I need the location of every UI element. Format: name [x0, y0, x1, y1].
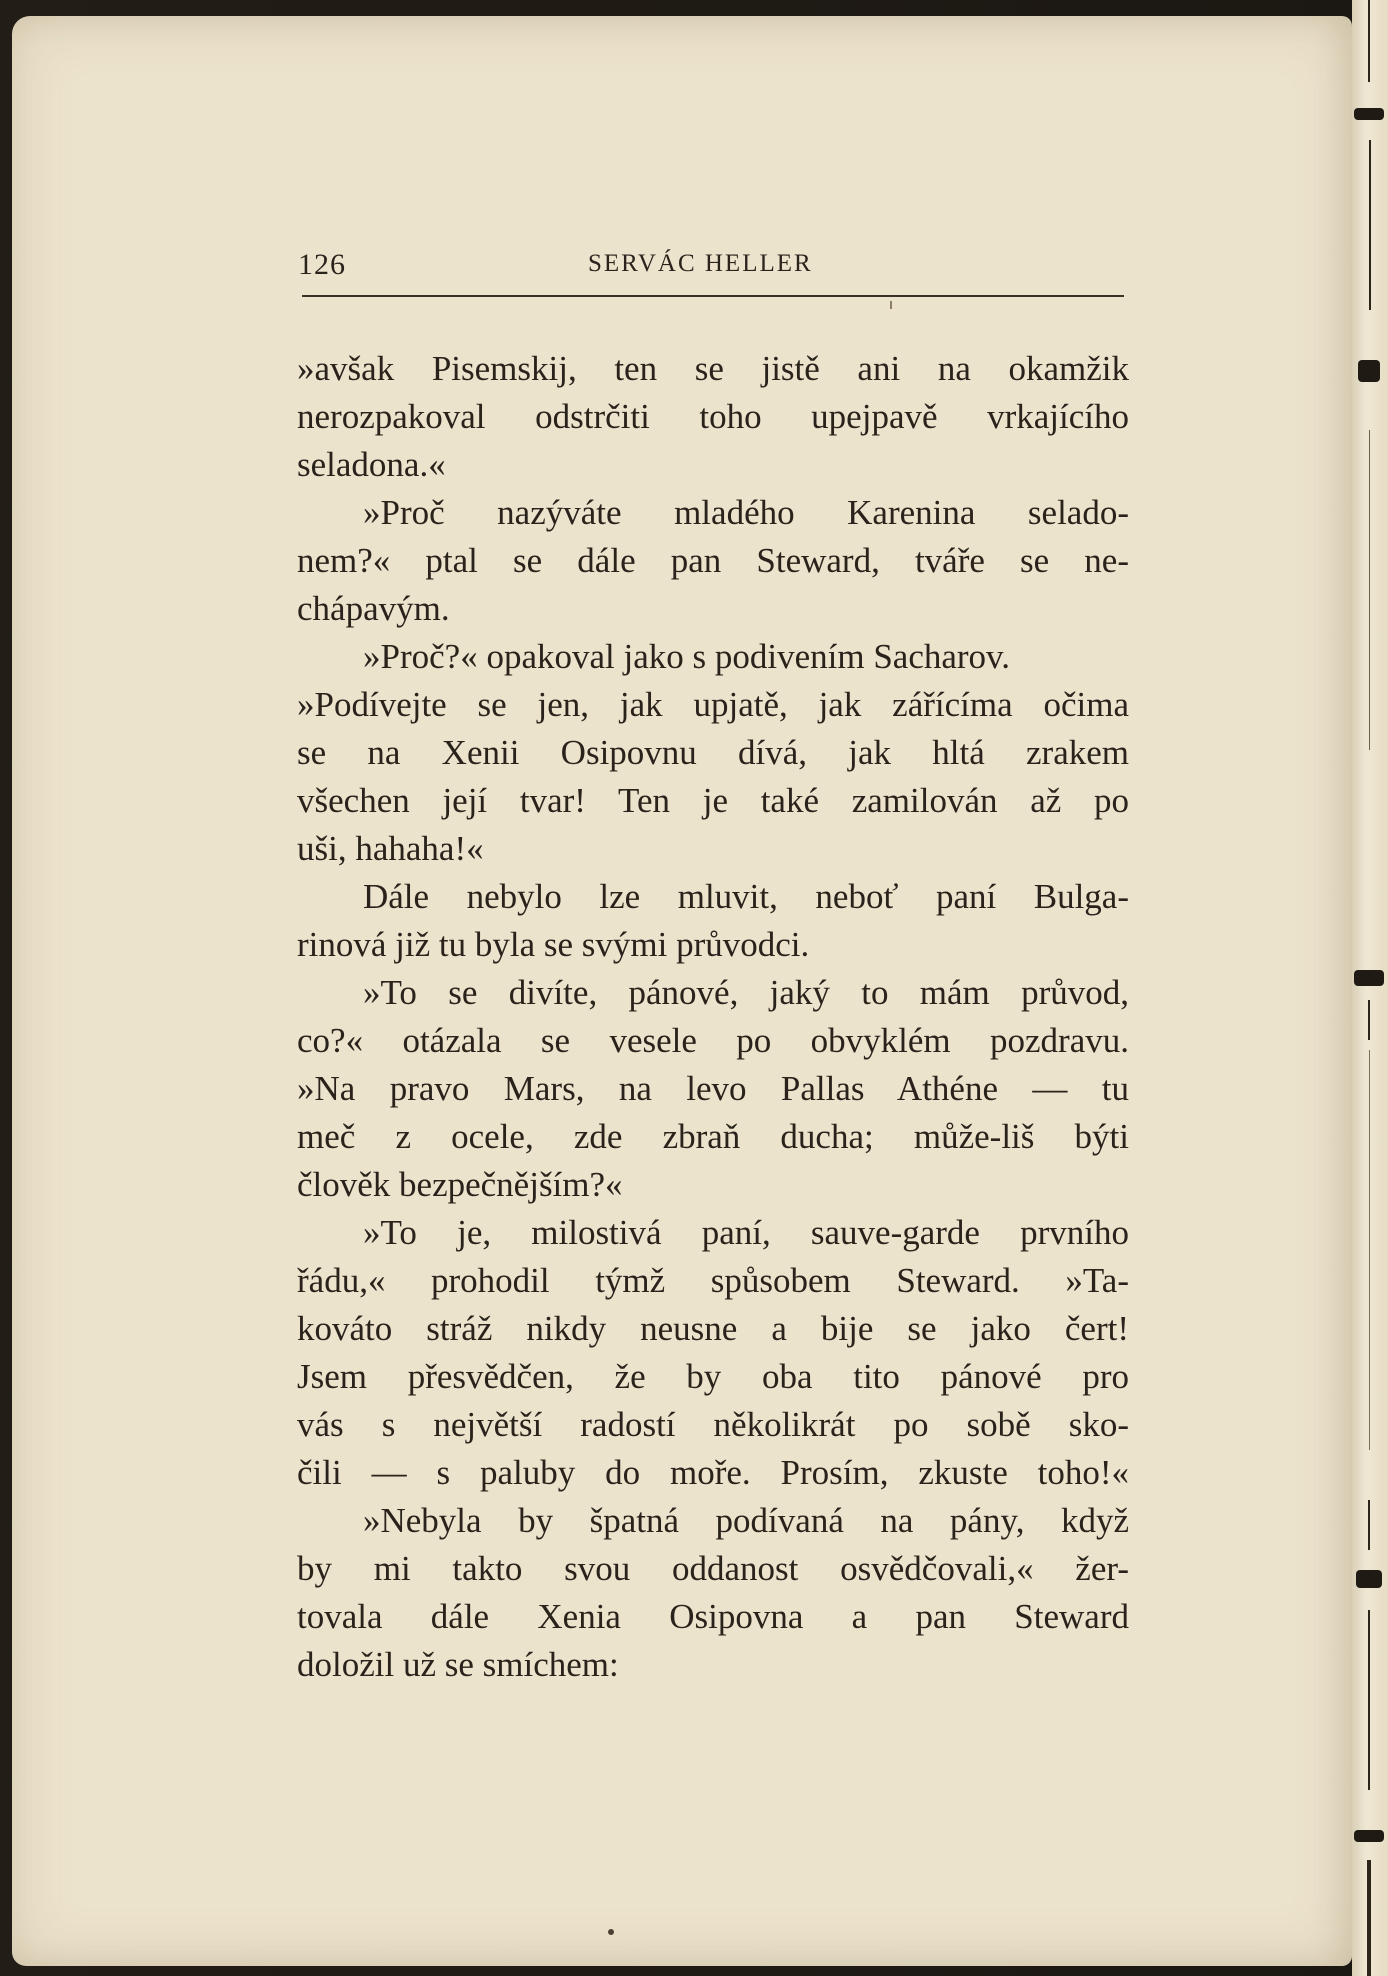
paragraph [297, 345, 1129, 489]
print-speck [890, 301, 892, 309]
header-rule [302, 295, 1124, 297]
text-line: tovala dále Xenia Osipovna a pan Steward [297, 1597, 1129, 1636]
text-line: člověk bezpečnějším?« [297, 1165, 623, 1204]
text-line: uši, hahaha!« [297, 829, 484, 868]
text-line: vás s největší radostí několikrát po sobě sko- [297, 1405, 1129, 1444]
text-line: »Proč?« opakoval jako s podivením Sacharov. [363, 637, 1011, 676]
text-line: seladona.« [297, 445, 446, 484]
print-speck [608, 1929, 614, 1935]
text-line: »Proč nazýváte mladého Karenina selado- [363, 493, 1129, 532]
text-line: »Podívejte se jen, jak upjatě, jak zářícíma očima [297, 685, 1129, 724]
paragraph [297, 633, 1129, 873]
text-line: »Na pravo Mars, na levo Pallas Athéne — tu [297, 1069, 1129, 1108]
text-line: kováto stráž nikdy neusne a bije se jako čert! [297, 1309, 1129, 1348]
text-line: všechen její tvar! Ten je také zamilován až po [297, 781, 1129, 820]
edge-line [1368, 1610, 1370, 1790]
paragraph [297, 1497, 1129, 1689]
edge-mark [1358, 360, 1380, 382]
text-line: rinová již tu byla se svými průvodci. [297, 925, 810, 964]
running-head [298, 248, 1124, 294]
edge-line [1368, 1500, 1370, 1550]
edge-line [1369, 1050, 1370, 1450]
running-title: SERVÁC HELLER [588, 250, 813, 277]
text-line: »avšak Pisemskij, ten se jistě ani na okamžik [297, 349, 1129, 388]
paragraph [297, 489, 1129, 633]
paragraph [297, 969, 1129, 1209]
edge-mark [1354, 970, 1384, 986]
text-line: by mi takto svou oddanost osvědčovali,« žer- [297, 1549, 1129, 1588]
edge-line [1367, 1860, 1371, 1976]
text-line: řádu,« prohodil týmž spůsobem Steward. »Ta- [297, 1261, 1129, 1300]
page-edge-strip [1352, 0, 1388, 1976]
edge-line [1369, 430, 1370, 750]
text-line: nem?« ptal se dále pan Steward, tváře se ne- [297, 541, 1129, 580]
edge-mark [1354, 108, 1384, 120]
body-text [297, 345, 1129, 1689]
text-line: Dále nebylo lze mluvit, neboť paní Bulga- [363, 877, 1129, 916]
text-line: Jsem přesvědčen, že by oba tito pánové pro [297, 1357, 1129, 1396]
text-line: »To se divíte, pánové, jaký to mám průvod, [363, 973, 1129, 1012]
text-line: »To je, milostivá paní, sauve-garde prvního [363, 1213, 1129, 1252]
text-line: nerozpakoval odstrčiti toho upejpavě vrkajícího [297, 397, 1129, 436]
page-number: 126 [298, 248, 346, 281]
edge-mark [1354, 1830, 1384, 1842]
text-line: meč z ocele, zde zbraň ducha; může-liš býti [297, 1117, 1129, 1156]
text-line: chápavým. [297, 589, 450, 628]
edge-line [1368, 1000, 1370, 1040]
paragraph [297, 873, 1129, 969]
text-line: »Nebyla by špatná podívaná na pány, když [363, 1501, 1129, 1540]
edge-line [1369, 140, 1371, 310]
text-line: čili — s paluby do moře. Prosím, zkuste toho!« [297, 1453, 1129, 1492]
paragraph [297, 1209, 1129, 1497]
text-line: doložil už se smíchem: [297, 1645, 619, 1684]
edge-mark [1356, 1570, 1382, 1588]
edge-line [1368, 0, 1370, 82]
text-line: co?« otázala se vesele po obvyklém pozdravu. [297, 1021, 1129, 1060]
text-line: se na Xenii Osipovnu dívá, jak hltá zrakem [297, 733, 1129, 772]
